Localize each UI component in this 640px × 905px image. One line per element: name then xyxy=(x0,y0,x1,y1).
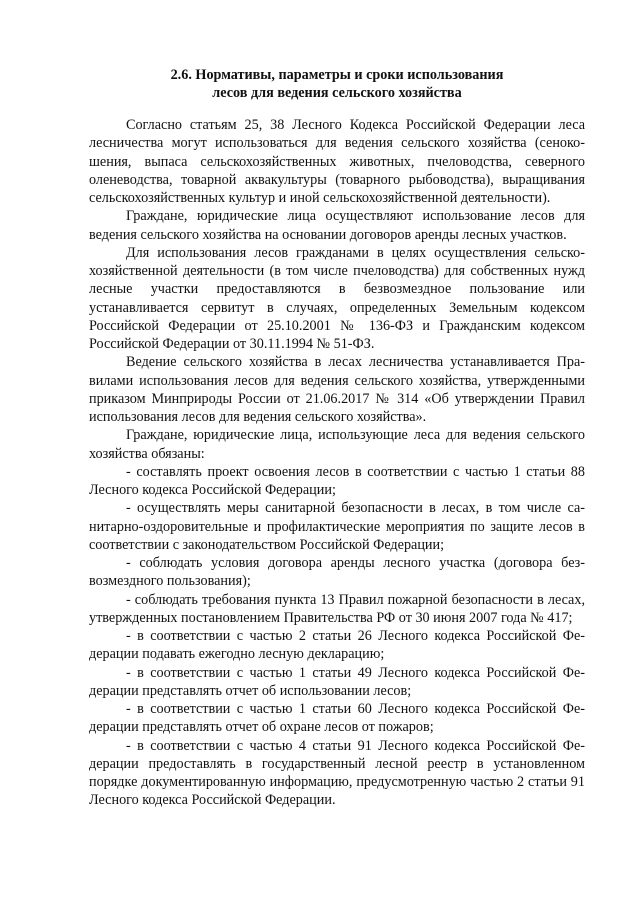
list-item: - в соответствии с частью 4 статьи 91 Лесного кодекса Российской Федерации предоставлять в государственный лесной реестр в установленном порядке документированную информацию, предусмотренную частью 2 статьи 91 Лесного кодекса Российской Федерации. xyxy=(89,737,585,809)
document-body xyxy=(89,116,585,810)
paragraph-lease-basis: Граждане, юридические лица осуществляют использование лесов для ведения сельского хозяйства на основании договоров аренды лесных участков. xyxy=(89,208,585,243)
section-heading-line-1: 2.6. Нормативы, параметры и сроки использования xyxy=(170,67,504,83)
section-heading xyxy=(89,66,585,102)
list-item: - соблюдать требования пункта 13 Правил пожарной безопасности в лесах, утвержденных постановлением Правительства РФ от 30 июня 2007 года № 417; xyxy=(89,591,585,626)
list-item: - в соответствии с частью 1 статьи 49 Лесного кодекса Российской Федерации представлять отчет об использовании лесов; xyxy=(89,664,585,699)
list-item: - в соответствии с частью 1 статьи 60 Лесного кодекса Российской Федерации представлять отчет об охране лесов от пожаров; xyxy=(89,701,585,736)
paragraph-rules: Ведение сельского хозяйства в лесах лесничества устанавливается Правилами использования лесов для ведения сельского хозяйства, утвержденными приказом Минприроды России от 21.06.2017 № 314 «Об утверждении Правил использования лесов для ведения сельского хозяйства». xyxy=(89,354,585,425)
paragraph-legal-basis: Согласно статьям 25, 38 Лесного Кодекса Российской Федерации леса лесничества могут использоваться для ведения сельского хозяйства (сенокошения, выпаса сельскохозяйственных животных, пчеловодства, северного оленеводства, товарной аквакультуры (товарного рыбоводства), выращивания сельскохозяйственных культур и иной сельскохозяйственной деятельности). xyxy=(89,117,585,206)
list-item: - соблюдать условия договора аренды лесного участка (договора безвозмездного пользования); xyxy=(89,555,585,590)
section-heading-line-2: лесов для ведения сельского хозяйства xyxy=(212,85,462,101)
list-item: - составлять проект освоения лесов в соответствии с частью 1 статьи 88 Лесного кодекса Российской Федерации; xyxy=(89,463,585,498)
paragraph-free-use: Для использования лесов гражданами в целях осуществления сельскохозяйственной деятельности (в том числе пчеловодства) для собственных нужд лесные участки предоставляются в безвозмездное пользование или устанавливается сервитут в случаях, определенных Земельным кодексом Российской Федерации от 25.10.2001 № 136-ФЗ и Гражданским кодексом Российской Федерации от 30.11.1994 № 51-ФЗ. xyxy=(89,244,585,352)
paragraph-obligations-intro: Граждане, юридические лица, использующие леса для ведения сельского хозяйства обязаны: xyxy=(89,427,585,462)
list-item: - осуществлять меры санитарной безопасности в лесах, в том числе санитарно-оздоровительные и профилактические мероприятия по защите лесов в соответствии с законодательством Российской Федерации; xyxy=(89,500,585,553)
list-item: - в соответствии с частью 2 статьи 26 Лесного кодекса Российской Федерации подавать ежегодно лесную декларацию; xyxy=(89,628,585,663)
